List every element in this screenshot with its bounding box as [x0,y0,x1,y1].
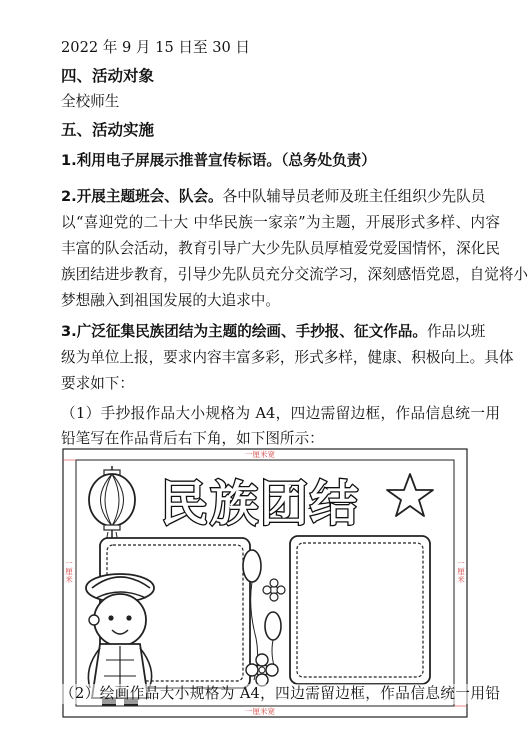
lantern-icon [89,466,135,542]
item-2-line-5: 梦想融入到祖国发展的大追求中。 [61,292,280,309]
margin-note-right: 一厘米 [457,559,465,584]
margin-note-top: 一厘米宽 [245,450,275,459]
margin-note-left: 一厘米 [65,559,73,584]
item-3-text: 作品以班 [426,323,486,340]
item-2-title: 2.开展主题班会、队会。 [61,188,223,205]
item-3-line-3: 要求如下： [61,375,134,392]
item-2-text: 各中队辅导员老师及班主任组织少先队员 [222,188,486,205]
item-2-line-2: 以“喜迎党的二十大 中华民族一家亲”为主题，开展形式多样、内容 [61,214,500,231]
newspaper-drawing [62,448,468,718]
item-2-first-line [61,187,485,207]
item-3-line-2: 级为单位上报，要求内容丰富多彩，形式多样，健康、积极向上。具体 [61,349,514,366]
item-1: 1.利用电子屏展示推普宣传标语。（总务处负责） [61,152,376,169]
sub-1-line-2: 铅笔写在作品背后右下角，如下图所示： [61,430,324,447]
margin-note-bottom: 一厘米宽 [245,707,275,716]
date-range: 2022 年 9 月 15 日至 30 日 [61,39,251,56]
star-icon [387,474,433,516]
flower-icon [263,579,285,601]
section-heading-target: 四、活动对象 [61,67,155,85]
target-audience: 全校师生 [61,93,120,110]
item-3-title: 3.广泛征集民族团结为主题的绘画、手抄报、征文作品。 [61,323,427,340]
banner-title: 民族团结 [159,476,361,532]
item-3-first-line [61,322,485,342]
sub-1-line-1: （1）手抄报作品大小规格为 A4，四边需留边框，作品信息统一用 [61,405,500,422]
sub-2-line-1: （2）绘画作品大小规格为 A4，四边需留边框，作品信息统一用铅 [60,685,500,702]
item-2-line-4: 族团结进步教育，引导少先队员充分交流学习，深刻感悟党恩，自觉将小 [61,266,529,283]
handwritten-newspaper-example [62,448,468,718]
right-content-box [290,536,430,684]
section-heading-implementation: 五、活动实施 [61,121,155,139]
item-2-line-3: 丰富的队会活动，教育引导广大少先队员厚植爱党爱国情怀，深化民 [61,240,500,257]
